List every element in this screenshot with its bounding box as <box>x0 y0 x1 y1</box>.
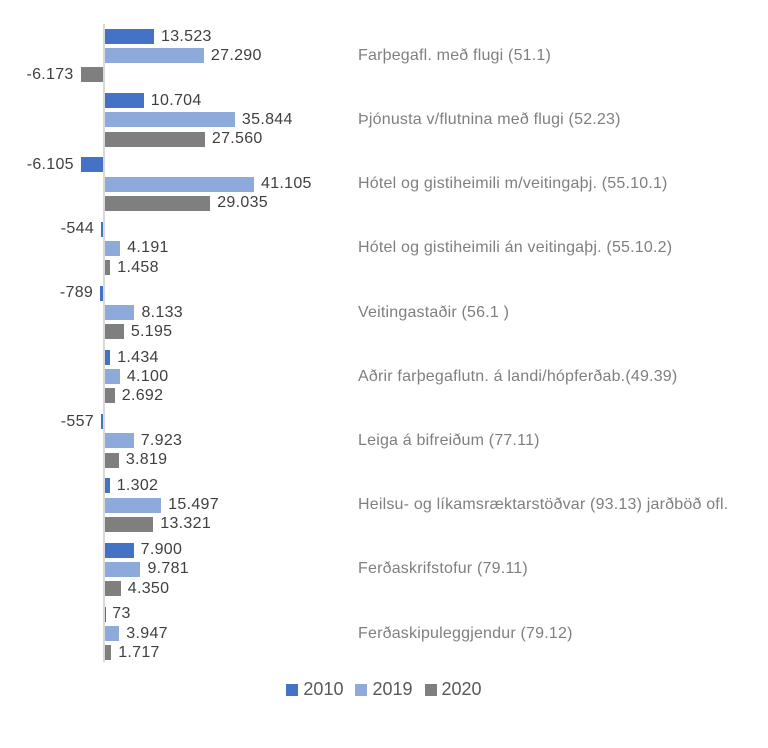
category-label: Ferðaskipuleggjendur (79.12) <box>358 624 573 642</box>
value-label: 2.692 <box>121 386 164 404</box>
value-label: 7.923 <box>140 431 183 449</box>
legend-swatch-icon <box>425 684 437 696</box>
bar-2019 <box>105 498 161 513</box>
bar-2020 <box>105 645 111 660</box>
bar-2019 <box>105 112 235 127</box>
bar-2020 <box>105 517 153 532</box>
value-label: 1.717 <box>118 643 160 661</box>
chart-legend <box>0 679 768 700</box>
value-label: 4.100 <box>126 367 169 385</box>
bar-2010 <box>81 157 103 172</box>
value-label: 5.195 <box>130 322 173 340</box>
value-label: 41.105 <box>261 175 312 193</box>
category-label: Heilsu- og líkamsræktarstöðvar (93.13) jarðböð ofl. <box>358 496 729 514</box>
legend-label: 2019 <box>372 679 413 699</box>
value-label: 13.321 <box>160 515 212 533</box>
category-label: Veitingastaðir (56.1 ) <box>358 303 510 321</box>
legend-item-2010 <box>286 679 343 700</box>
category-label: Aðrir farþegaflutn. á landi/hópferðab.(49.39) <box>358 367 678 385</box>
legend-swatch-icon <box>355 684 367 696</box>
category-label: Þjónusta v/flutnina með flugi (52.23) <box>358 110 621 128</box>
value-label: 35.844 <box>241 110 293 128</box>
value-label: 10.704 <box>150 91 202 109</box>
bar-2020 <box>105 196 210 211</box>
legend-item-2019 <box>355 679 412 700</box>
bar-2010 <box>105 543 134 558</box>
value-label: 3.819 <box>125 451 168 469</box>
bar-2010 <box>101 222 103 237</box>
bar-2020 <box>81 67 103 82</box>
value-label: 15.497 <box>168 496 219 514</box>
bar-2019 <box>105 48 204 63</box>
value-label: 4.350 <box>127 579 170 597</box>
value-label: 9.781 <box>147 560 189 578</box>
category-label: Leiga á bifreiðum (77.11) <box>358 431 540 449</box>
value-label: 13.523 <box>161 27 212 45</box>
bar-2019 <box>105 305 134 320</box>
value-label: 73 <box>112 605 131 623</box>
value-label: 1.302 <box>116 476 159 494</box>
category-label: Ferðaskrifstofur (79.11) <box>358 560 528 578</box>
bar-2010 <box>105 93 144 108</box>
bar-2019 <box>105 369 120 384</box>
bar-2010 <box>105 29 154 44</box>
bar-2019 <box>105 562 140 577</box>
value-label: -789 <box>59 284 94 302</box>
bar-2019 <box>105 177 254 192</box>
value-label: 27.290 <box>210 46 262 64</box>
value-label: -6.105 <box>26 155 74 173</box>
category-label: Hótel og gistiheimili m/veitingaþj. (55.10.1) <box>358 175 668 193</box>
bar-2020 <box>105 260 110 275</box>
legend-label: 2020 <box>441 679 482 699</box>
value-label: -557 <box>60 412 94 430</box>
value-label: 7.900 <box>140 541 183 559</box>
value-label: 29.035 <box>217 194 268 212</box>
value-label: 1.458 <box>117 258 159 276</box>
category-label: Hótel og gistiheimili án veitingaþj. (55.10.2) <box>358 239 673 257</box>
legend-swatch-icon <box>286 684 298 696</box>
bar-2010 <box>100 286 103 301</box>
value-label: 4.191 <box>127 239 169 257</box>
value-label: -544 <box>60 220 95 238</box>
bar-2020 <box>105 453 119 468</box>
bar-2010 <box>105 478 110 493</box>
value-label: 3.947 <box>126 624 168 642</box>
bar-2019 <box>105 626 119 641</box>
legend-label: 2010 <box>303 679 344 699</box>
bar-2020 <box>105 132 205 147</box>
value-label: 1.434 <box>117 348 159 366</box>
bar-2020 <box>105 324 124 339</box>
bar-2010 <box>105 350 110 365</box>
legend-item-2020 <box>425 679 482 700</box>
bar-2020 <box>105 388 115 403</box>
bar-2019 <box>105 433 134 448</box>
value-label: -6.173 <box>26 65 74 83</box>
value-label: 8.133 <box>141 303 184 321</box>
category-label: Farþegafl. með flugi (51.1) <box>358 46 552 64</box>
bar-2019 <box>105 241 120 256</box>
value-label: 27.560 <box>211 130 263 148</box>
bar-2010 <box>101 414 103 429</box>
bar-2020 <box>105 581 121 596</box>
